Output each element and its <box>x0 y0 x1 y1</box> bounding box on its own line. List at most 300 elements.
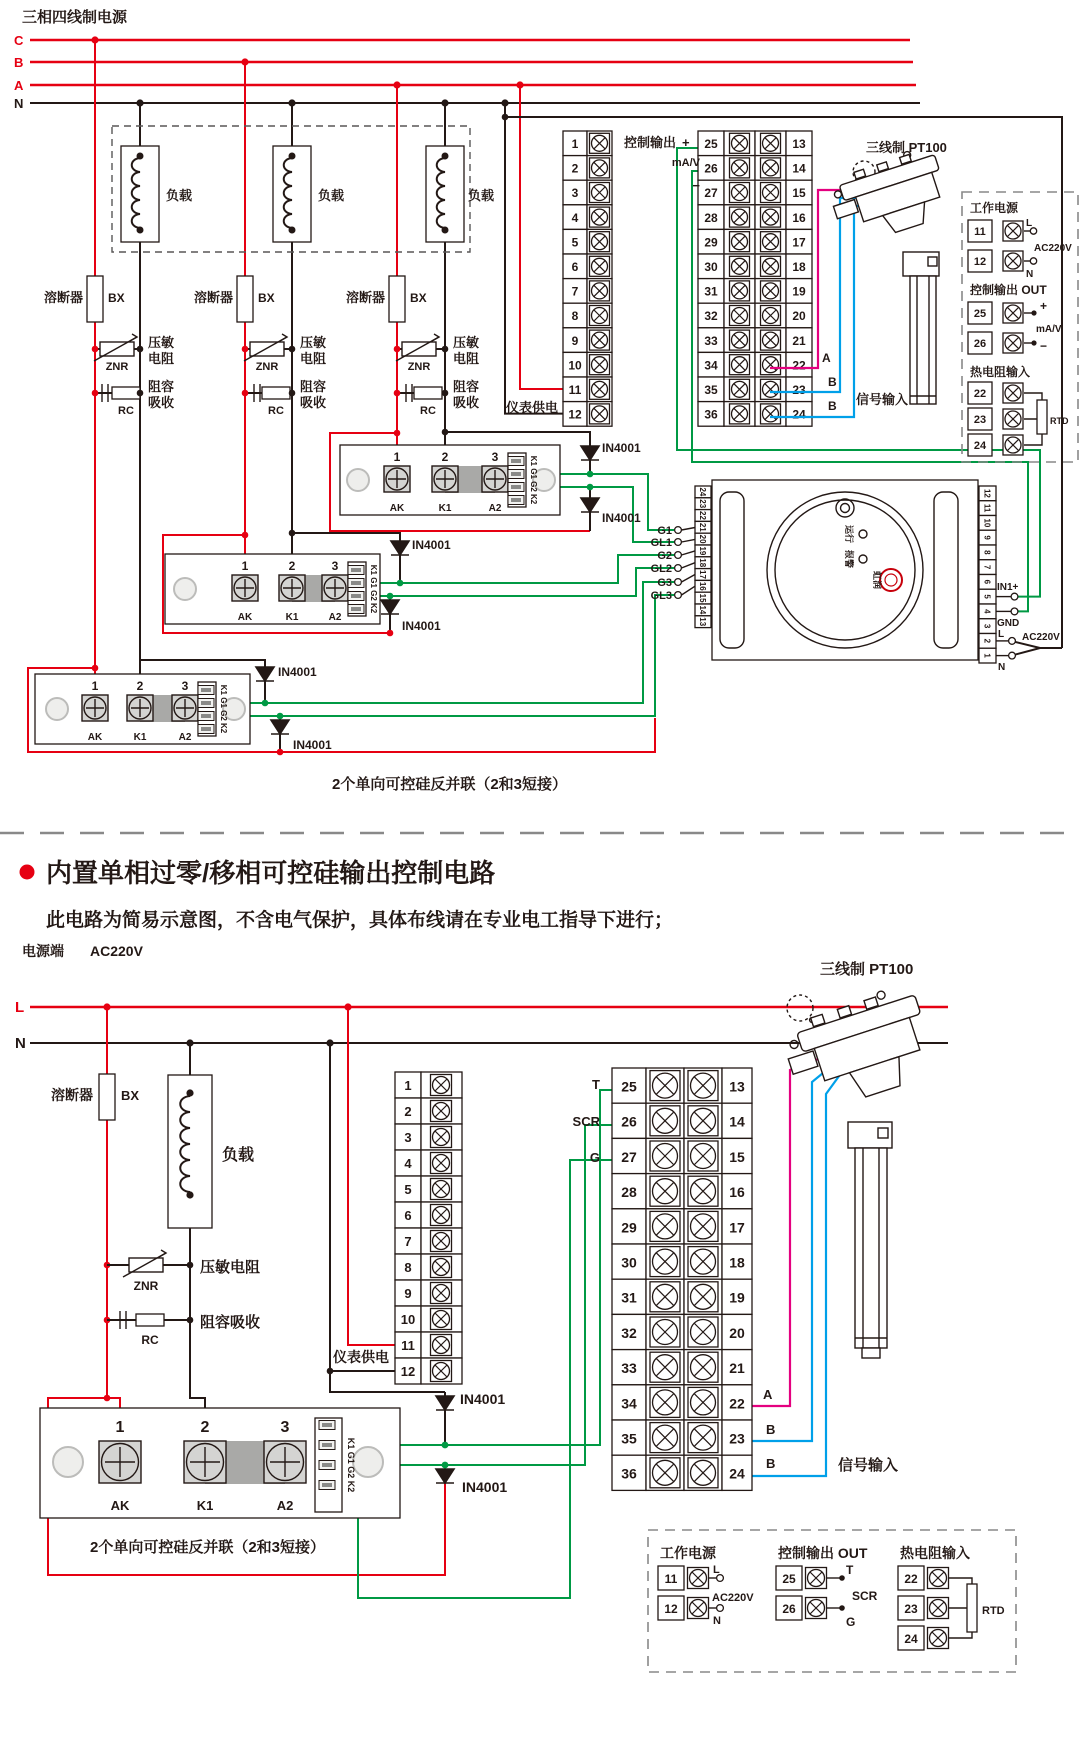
screw-terminal-icon <box>761 183 781 203</box>
scr-module-bottom <box>40 1408 400 1518</box>
load-2 <box>273 146 344 242</box>
phase-c-label: C <box>14 33 24 48</box>
fuse-code: BX <box>121 1088 140 1103</box>
terminal-row <box>563 205 612 230</box>
rc-label-2: 吸收 <box>300 395 327 410</box>
load-group <box>112 126 494 252</box>
module-terminal-3: 3 <box>331 559 339 573</box>
signal-input-label: 信号输入 <box>838 1457 899 1474</box>
signal-b-label: B <box>766 1422 776 1437</box>
screw-terminal-icon <box>730 207 750 227</box>
fuse-code: BX <box>258 291 275 305</box>
varistor-label-2: 电阻 <box>453 351 480 366</box>
phase-a-label: A <box>14 78 24 93</box>
load-label: 负载 <box>166 188 193 203</box>
terminal-row <box>722 1455 752 1490</box>
module-label-k1: K1 <box>133 732 147 743</box>
screw-terminal-icon <box>761 355 781 375</box>
diode-label: IN4001 <box>460 1391 506 1407</box>
terminal-number: 22 <box>792 358 806 373</box>
scr-module-1 <box>340 445 560 515</box>
screw-terminal-icon <box>730 183 750 203</box>
znr-code: ZNR <box>105 361 129 373</box>
screw-terminal-icon <box>761 306 781 326</box>
load-3 <box>426 146 494 242</box>
screw-terminal-icon <box>730 330 750 350</box>
meter-strip-cell <box>979 619 996 634</box>
terminal-number: 27 <box>704 186 718 201</box>
strip-number: 24 <box>698 487 707 497</box>
terminal-number: 29 <box>621 1219 637 1236</box>
power-buses <box>14 33 920 111</box>
meter-strip-cell <box>695 580 711 592</box>
module-label-a2: A2 <box>328 612 342 623</box>
varistor-label-1: 压敏 <box>453 335 480 350</box>
strip-number: 14 <box>698 605 707 615</box>
fuse-label: 溶断器 <box>193 290 233 305</box>
screw-terminal-icon <box>431 1101 452 1122</box>
module-strip-labels: K1 G1 G2 K2 <box>529 455 538 505</box>
terminal-row <box>786 279 812 304</box>
terminal-number: 12 <box>568 407 582 422</box>
terminal-row <box>698 377 786 402</box>
znr-code: ZNR <box>255 361 279 373</box>
terminal-row <box>395 1202 462 1228</box>
meter-strip-cell <box>979 604 996 619</box>
screw-terminal-icon <box>761 256 781 276</box>
middle-heading <box>20 858 674 931</box>
terminal-row <box>722 1138 752 1173</box>
plus-label: + <box>682 135 690 150</box>
screw-terminal-icon <box>431 1361 452 1382</box>
screw-terminal-icon <box>650 1423 680 1453</box>
terminal-row <box>722 1103 752 1138</box>
terminal-row <box>698 352 786 377</box>
screw-terminal-icon <box>431 1179 452 1200</box>
terminal-number: 35 <box>621 1430 637 1447</box>
screw-terminal-icon <box>590 207 610 227</box>
screw-terminal-icon <box>650 1317 680 1347</box>
terminal-row <box>786 352 812 377</box>
terminal-number: 28 <box>704 210 718 225</box>
gate-g2: G2 <box>657 550 672 562</box>
module-terminal-3: 3 <box>491 450 499 464</box>
source-label: 电源端 <box>22 943 64 959</box>
sidebox-bottom <box>648 1530 1016 1672</box>
terminal-row <box>612 1068 722 1103</box>
terminal-row <box>786 254 812 279</box>
minus-label: − <box>692 178 700 193</box>
screw-terminal-icon <box>590 306 610 326</box>
terminal-row <box>563 328 612 353</box>
diode-upper <box>436 1391 505 1448</box>
terminal-number: 11 <box>401 1338 415 1353</box>
brand-label: 虹润 <box>872 570 882 590</box>
screw-terminal-icon <box>431 1257 452 1278</box>
terminal-number: 7 <box>404 1234 412 1249</box>
phase-b-label: B <box>14 55 24 70</box>
rtd-resistor-icon <box>967 1584 977 1632</box>
terminal-row <box>563 352 612 377</box>
screw-terminal-icon <box>431 1335 452 1356</box>
terminal-number: 11 <box>974 226 986 238</box>
strip-number: 23 <box>698 499 707 509</box>
load-label: 负载 <box>318 188 345 203</box>
terminal-number: 8 <box>571 309 579 324</box>
screw-terminal-icon <box>650 1176 680 1206</box>
terminal-block-left <box>506 131 612 426</box>
instrument-supply-label: 仪表供电 <box>506 400 559 415</box>
module-label-k1: K1 <box>438 503 452 514</box>
terminal-row <box>612 1279 722 1314</box>
terminal-number: 35 <box>704 383 718 397</box>
rc-label-1: 阻容 <box>300 379 327 394</box>
screw-terminal-icon <box>730 281 750 301</box>
screw-terminal-icon <box>431 1309 452 1330</box>
signal-a-label: A <box>822 351 831 365</box>
terminal-number: 26 <box>621 1113 637 1130</box>
screw-terminal-icon <box>730 158 750 178</box>
screw-terminal-icon <box>431 1075 452 1096</box>
screw-terminal-icon <box>590 158 610 178</box>
module-terminal-2: 2 <box>136 679 144 693</box>
screw-terminal-icon <box>431 1283 452 1304</box>
strip-number: 9 <box>982 535 992 540</box>
terminal-number: 12 <box>400 1364 416 1379</box>
terminal-row <box>612 1103 722 1138</box>
terminal-number: 32 <box>621 1324 637 1341</box>
terminal-row <box>698 229 786 254</box>
terminal-number: 22 <box>904 1572 918 1586</box>
strip-number: 7 <box>982 564 992 570</box>
terminal-row <box>786 402 812 427</box>
terminal-number: 25 <box>704 137 718 151</box>
terminal-number: 1 <box>571 137 579 151</box>
bullet-icon <box>20 865 35 880</box>
screw-terminal-icon <box>761 404 781 424</box>
fuse-code: BX <box>410 291 427 305</box>
terminal-number: 19 <box>792 284 806 299</box>
terminal-number: 24 <box>904 1632 918 1646</box>
terminal-row <box>395 1228 462 1254</box>
meter-strip-cell <box>979 486 996 501</box>
screw-terminal-icon <box>730 379 750 399</box>
fuse-label: 溶断器 <box>345 290 385 305</box>
control-out-title: 控制输出 OUT <box>778 1545 868 1561</box>
meter-strip-cell <box>695 545 711 557</box>
screw-terminal-icon <box>688 1176 718 1206</box>
rc-label-1: 阻容 <box>453 379 480 394</box>
protection-column-2 <box>194 58 327 538</box>
screw-terminal-icon <box>650 1387 680 1417</box>
signal-b-label: B <box>828 399 837 413</box>
l-label: L <box>1026 218 1033 229</box>
meter-strip-cell <box>979 545 996 560</box>
terminal-number: 13 <box>792 137 806 151</box>
minus-label: − <box>1040 339 1048 353</box>
module-strip-labels: K1 G1 G2 K2 <box>219 684 228 734</box>
strip-number: 13 <box>698 617 707 627</box>
sidebox-top <box>962 192 1078 462</box>
diode-label: IN4001 <box>602 511 641 525</box>
screw-terminal-icon <box>650 1141 680 1171</box>
screw-terminal-icon <box>730 355 750 375</box>
terminal-row <box>612 1244 722 1279</box>
varistor-icon <box>94 334 137 361</box>
signal-input-label: 信号输入 <box>856 392 909 407</box>
source-voltage: AC220V <box>90 943 143 959</box>
terminal-number: 10 <box>568 358 582 373</box>
scr-module-3 <box>35 674 250 744</box>
terminal-number: 23 <box>792 383 806 397</box>
terminal-number: 33 <box>621 1360 637 1377</box>
screw-terminal-icon <box>650 1211 680 1241</box>
neutral-label: N <box>14 96 24 111</box>
terminal-row <box>786 180 812 205</box>
section-note: 此电路为简易示意图，不含电气保护，具体布线请在专业电工指导下进行； <box>46 910 674 931</box>
signal-a-label: A <box>763 1387 773 1402</box>
varistor-icon <box>244 334 287 361</box>
strip-number: 11 <box>982 503 992 513</box>
module-terminal-2: 2 <box>200 1419 210 1436</box>
top-section <box>14 8 1078 793</box>
terminal-number: 13 <box>729 1078 745 1095</box>
terminal-number: 30 <box>621 1254 637 1271</box>
screw-terminal-icon <box>431 1127 452 1148</box>
terminal-row <box>395 1306 462 1332</box>
top-caption: 2个单向可控硅反并联（2和3短接） <box>332 776 568 793</box>
screw-terminal-icon <box>688 1211 718 1241</box>
terminal-number: 21 <box>729 1360 745 1377</box>
terminal-number: 4 <box>404 1156 412 1171</box>
terminal-number: 6 <box>404 1208 412 1223</box>
diodes-bottom <box>436 1391 507 1495</box>
meter-strip-cell <box>979 648 996 663</box>
terminal-number: 28 <box>621 1184 637 1201</box>
terminal-number: 26 <box>973 338 987 350</box>
strip-number: 19 <box>698 546 707 556</box>
strip-number: 2 <box>982 638 992 644</box>
rc-label-1: 阻容 <box>148 379 175 394</box>
screw-terminal-icon <box>761 158 781 178</box>
varistor-icon <box>396 334 439 361</box>
terminal-number: 29 <box>704 235 718 250</box>
strip-number: 21 <box>698 522 707 532</box>
strip-number: 15 <box>698 593 707 603</box>
terminal-number: 14 <box>792 161 806 176</box>
screw-terminal-icon <box>650 1106 680 1136</box>
terminal-row <box>395 1072 462 1098</box>
screw-terminal-icon <box>688 1282 718 1312</box>
screw-terminal-icon <box>590 379 610 399</box>
n-label: N <box>1026 269 1034 280</box>
terminal-number: 31 <box>704 284 718 299</box>
terminal-row <box>786 328 812 353</box>
meter-strip-cell <box>695 533 711 545</box>
terminal-row <box>612 1174 722 1209</box>
screw-terminal-icon <box>688 1106 718 1136</box>
terminal-row <box>698 205 786 230</box>
terminal-number: 20 <box>792 309 806 324</box>
g-label: G <box>846 1615 856 1629</box>
terminal-row <box>698 279 786 304</box>
diode-label: IN4001 <box>278 665 317 679</box>
rc-label-2: 吸收 <box>148 395 175 410</box>
terminal-row <box>563 131 612 156</box>
screw-terminal-icon <box>688 1317 718 1347</box>
terminal-number: 22 <box>973 388 987 400</box>
fuse-icon <box>389 276 405 322</box>
terminal-row <box>395 1358 462 1384</box>
fuse-label: 溶断器 <box>43 290 83 305</box>
instrument-supply-label: 仪表供电 <box>333 1349 389 1365</box>
screw-terminal-icon <box>761 232 781 252</box>
module-terminal-1: 1 <box>241 559 249 573</box>
terminal-row <box>698 303 786 328</box>
neutral-label: N <box>15 1035 26 1052</box>
screw-terminal-icon <box>761 330 781 350</box>
terminal-number: 24 <box>973 440 987 452</box>
l-label: L <box>998 629 1005 640</box>
terminal-number: 34 <box>621 1395 637 1412</box>
terminal-number: 36 <box>704 407 718 422</box>
terminal-number: 16 <box>792 210 806 225</box>
diode-label: IN4001 <box>412 538 451 552</box>
terminal-number: 1 <box>404 1078 412 1093</box>
terminal-number: 33 <box>704 333 718 348</box>
terminal-number: 23 <box>973 414 987 426</box>
terminal-number: 25 <box>621 1078 637 1095</box>
screw-terminal-icon <box>590 281 610 301</box>
module-label-ak: AK <box>87 732 103 743</box>
rc-code: RC <box>268 405 284 417</box>
screw-terminal-icon <box>650 1458 680 1488</box>
meter-strip-cell <box>695 486 711 498</box>
terminal-row <box>612 1314 722 1349</box>
fuse-icon <box>87 276 103 322</box>
terminal-number: 24 <box>729 1465 745 1482</box>
terminal-number: 30 <box>704 260 718 274</box>
t-label: T <box>846 1563 854 1577</box>
terminal-number: 27 <box>621 1148 637 1165</box>
screw-terminal-icon <box>590 256 610 276</box>
rc-label: 阻容吸收 <box>200 1314 261 1331</box>
terminal-number: 7 <box>571 284 579 299</box>
mav-label: mA/V <box>1036 324 1062 335</box>
strip-number: 3 <box>982 623 992 629</box>
strip-number: 12 <box>982 488 992 498</box>
terminal-row <box>563 402 612 427</box>
terminal-number: 24 <box>792 407 806 422</box>
scr-module-2 <box>165 554 380 624</box>
module-terminal-1: 1 <box>393 450 401 464</box>
strip-number: 20 <box>698 534 707 544</box>
meter-strip-cell <box>979 516 996 531</box>
screw-terminal-icon <box>761 133 781 153</box>
gate-terminal-labels <box>651 525 695 602</box>
terminal-row <box>722 1350 752 1385</box>
screw-terminal-icon <box>590 183 610 203</box>
section-heading: 内置单相过零/移相可控硅输出控制电路 <box>46 858 496 888</box>
terminal-number: 5 <box>571 235 579 250</box>
load-label: 负载 <box>222 1147 255 1164</box>
signal-b-label: B <box>828 375 837 389</box>
terminal-number: 20 <box>729 1324 745 1341</box>
terminal-row <box>722 1420 752 1455</box>
terminal-number: 6 <box>571 260 579 274</box>
in1-label: IN1+ <box>997 582 1019 593</box>
varistor-label: 压敏电阻 <box>200 1259 261 1276</box>
l-label: L <box>713 1564 720 1576</box>
terminal-row <box>786 131 812 156</box>
meter-strip-cell <box>695 557 711 569</box>
alarm-indicator-label: 报警 <box>844 549 854 569</box>
fuse-icon <box>237 276 253 322</box>
gate-gl1: GL1 <box>650 537 672 549</box>
strip-number: 6 <box>982 579 992 585</box>
module-terminal-1: 1 <box>115 1419 125 1436</box>
terminal-row <box>612 1209 722 1244</box>
t-label: T <box>592 1077 600 1092</box>
protection-column-1 <box>44 36 175 671</box>
strip-number: 4 <box>982 609 992 614</box>
terminal-number: 3 <box>571 186 579 201</box>
terminal-number: 23 <box>729 1430 745 1447</box>
terminal-number: 12 <box>664 1602 678 1616</box>
rc-code: RC <box>118 405 134 417</box>
terminal-number: 11 <box>664 1572 678 1586</box>
diode-label: IN4001 <box>402 619 441 633</box>
terminal-row <box>698 180 786 205</box>
terminal-number: 9 <box>404 1286 412 1301</box>
screw-terminal-icon <box>761 379 781 399</box>
terminal-number: 16 <box>729 1184 745 1201</box>
screw-terminal-icon <box>730 133 750 153</box>
gate-gl2: GL2 <box>650 563 672 575</box>
signal-b-label: B <box>766 1456 776 1471</box>
terminal-number: 32 <box>704 309 718 324</box>
module-terminal-2: 2 <box>288 559 296 573</box>
terminal-number: 2 <box>571 161 579 176</box>
strip-number: 5 <box>982 594 992 599</box>
diode-label: IN4001 <box>293 738 332 752</box>
screw-terminal-icon <box>590 133 610 153</box>
module-label-ak: AK <box>237 612 253 623</box>
rc-code: RC <box>141 1333 159 1347</box>
terminal-number: 31 <box>621 1289 637 1306</box>
screw-terminal-icon <box>761 281 781 301</box>
screw-terminal-icon <box>761 207 781 227</box>
strip-number: 8 <box>982 550 992 555</box>
working-power-title: 工作电源 <box>660 1545 716 1561</box>
terminal-row <box>722 1174 752 1209</box>
fuse-code: BX <box>108 291 125 305</box>
varistor-label-1: 压敏 <box>300 335 327 350</box>
protection-column-3 <box>346 81 524 436</box>
resistor-icon <box>112 387 140 399</box>
screw-terminal-icon <box>650 1352 680 1382</box>
pt100-sensor-bottom <box>777 961 940 1358</box>
n-label: N <box>998 662 1006 673</box>
rtd-label: RTD <box>1050 416 1069 426</box>
terminal-row <box>722 1385 752 1420</box>
meter-strip-cell <box>695 592 711 604</box>
terminal-row <box>786 205 812 230</box>
module-label-k1: K1 <box>196 1498 214 1513</box>
screw-terminal-icon <box>590 404 610 424</box>
terminal-number: 26 <box>782 1602 796 1616</box>
mav-label: mA/V <box>671 157 700 169</box>
